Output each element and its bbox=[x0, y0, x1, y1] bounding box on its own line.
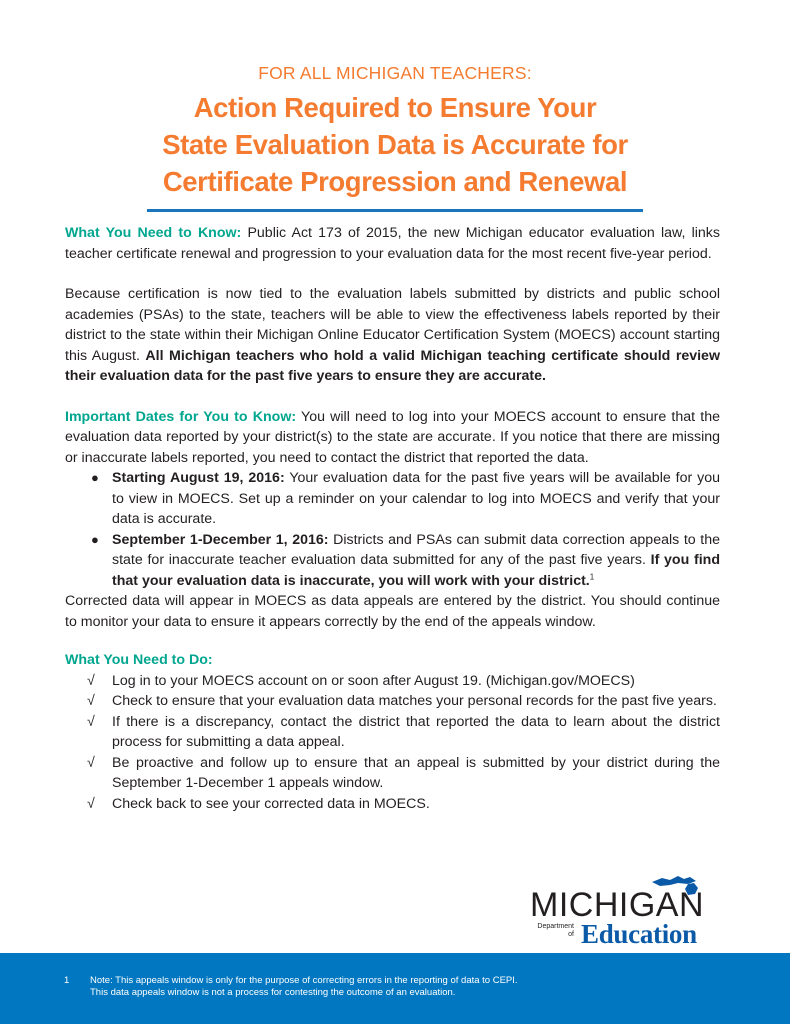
certification-text: Because certification is now tied to the evaluation labels submitted by districts and public school academies (PSAs) to the state, teachers will be able to view the effectiveness labels reported by their district to the state within their Michigan Online Educator Certification System (MOECS) account starting this August. bbox=[65, 286, 720, 364]
logo-department-word: Department bbox=[537, 923, 574, 930]
logo-education-text: Education bbox=[581, 919, 697, 949]
footnote-ref: 1 bbox=[589, 571, 595, 581]
know-heading: What You Need to Know: bbox=[65, 225, 242, 241]
todo-text: Be proactive and follow up to ensure that an appeal is submitted by your district during the September 1-December 1 appeals window. bbox=[112, 754, 720, 791]
date-text: Districts and PSAs can submit data correction appeals to the state for inaccurate teacher evaluation data submitted for any of the past five years. bbox=[112, 531, 720, 568]
page-title bbox=[0, 89, 790, 200]
corrected-data-paragraph: Corrected data will appear in MOECS as data appeals are entered by the district. You should continue to monitor your data to ensure it appears correctly by the end of the appeals window. bbox=[65, 593, 720, 630]
know-paragraph bbox=[65, 223, 720, 264]
date-label: September 1-December 1, 2016: bbox=[112, 531, 329, 548]
body-content bbox=[65, 223, 720, 814]
todo-text: Check back to see your corrected data in MOECS. bbox=[112, 795, 430, 812]
footnote-line-2: This data appeals window is not a process for contesting the outcome of an evaluation. bbox=[90, 987, 456, 998]
certification-bold: All Michigan teachers who hold a valid Michigan teaching certificate should review their evaluation data for the past five years to ensure they are accurate. bbox=[65, 347, 720, 384]
check-icon: √ bbox=[87, 795, 95, 812]
footnote-text bbox=[90, 975, 518, 999]
know-text: Public Act 173 of 2015, the new Michigan educator evaluation law, links teacher certificate renewal and progression to your evaluation data for the most recent five-year period. bbox=[65, 225, 720, 262]
logo-department-text bbox=[536, 923, 574, 939]
list-item bbox=[65, 468, 720, 530]
todo-text: Log in to your MOECS account on or soon after August 19. (Michigan.gov/MOECS) bbox=[112, 672, 635, 689]
list-item bbox=[65, 794, 720, 815]
bullet-icon: ● bbox=[91, 470, 99, 485]
list-item bbox=[65, 753, 720, 794]
check-icon: √ bbox=[87, 693, 95, 709]
list-item bbox=[65, 712, 720, 753]
todo-list bbox=[65, 671, 720, 815]
dates-heading: Important Dates for You to Know: bbox=[65, 408, 297, 425]
todo-heading: What You Need to Do: bbox=[65, 652, 213, 668]
certification-paragraph bbox=[65, 284, 720, 387]
title-divider bbox=[147, 209, 643, 212]
bullet-icon: ● bbox=[91, 531, 99, 547]
header-kicker: FOR ALL MICHIGAN TEACHERS: bbox=[258, 63, 532, 83]
date-bold-note: If you find that your evaluation data is inaccurate, you will work with your district. bbox=[112, 552, 720, 589]
todo-text: Check to ensure that your evaluation data matches your personal records for the past five years. bbox=[112, 693, 717, 709]
logo-michigan-text: MICHIGAN bbox=[530, 886, 704, 924]
list-item bbox=[65, 671, 720, 692]
check-icon: √ bbox=[87, 713, 95, 730]
check-icon: √ bbox=[87, 754, 95, 771]
dates-text: You will need to log into your MOECS account to ensure that the evaluation data reported by your district(s) to the state are accurate. If you notice that there are missing or inaccurate labels reported, you need to contact the district that reported the data. bbox=[65, 408, 720, 466]
footnote-line-1: Note: This appeals window is only for the purpose of correcting errors in the reporting of data to CEPI. bbox=[90, 975, 518, 986]
title-line-2: State Evaluation Data is Accurate for bbox=[162, 129, 628, 160]
dates-list bbox=[65, 468, 720, 591]
list-item bbox=[65, 691, 720, 712]
todo-text: If there is a discrepancy, contact the district that reported the data to learn about the district process for submitting a data appeal. bbox=[112, 713, 720, 750]
title-line-3: Certificate Progression and Renewal bbox=[162, 166, 628, 197]
logo-of-word: of bbox=[568, 931, 574, 938]
footnote-number: 1 bbox=[64, 975, 70, 986]
footer-bar bbox=[0, 953, 790, 1024]
title-line-1: Action Required to Ensure Your bbox=[193, 92, 597, 123]
michigan-education-logo bbox=[530, 872, 725, 952]
dates-paragraph bbox=[65, 407, 720, 469]
date-label: Starting August 19, 2016: bbox=[112, 470, 285, 486]
check-icon: √ bbox=[87, 672, 95, 689]
list-item bbox=[65, 530, 720, 592]
date-text: Your evaluation data for the past five years will be available for you to view in MOECS. Set up a reminder on your calendar to log into MOECS and verify that your data is accurate. bbox=[112, 470, 720, 527]
